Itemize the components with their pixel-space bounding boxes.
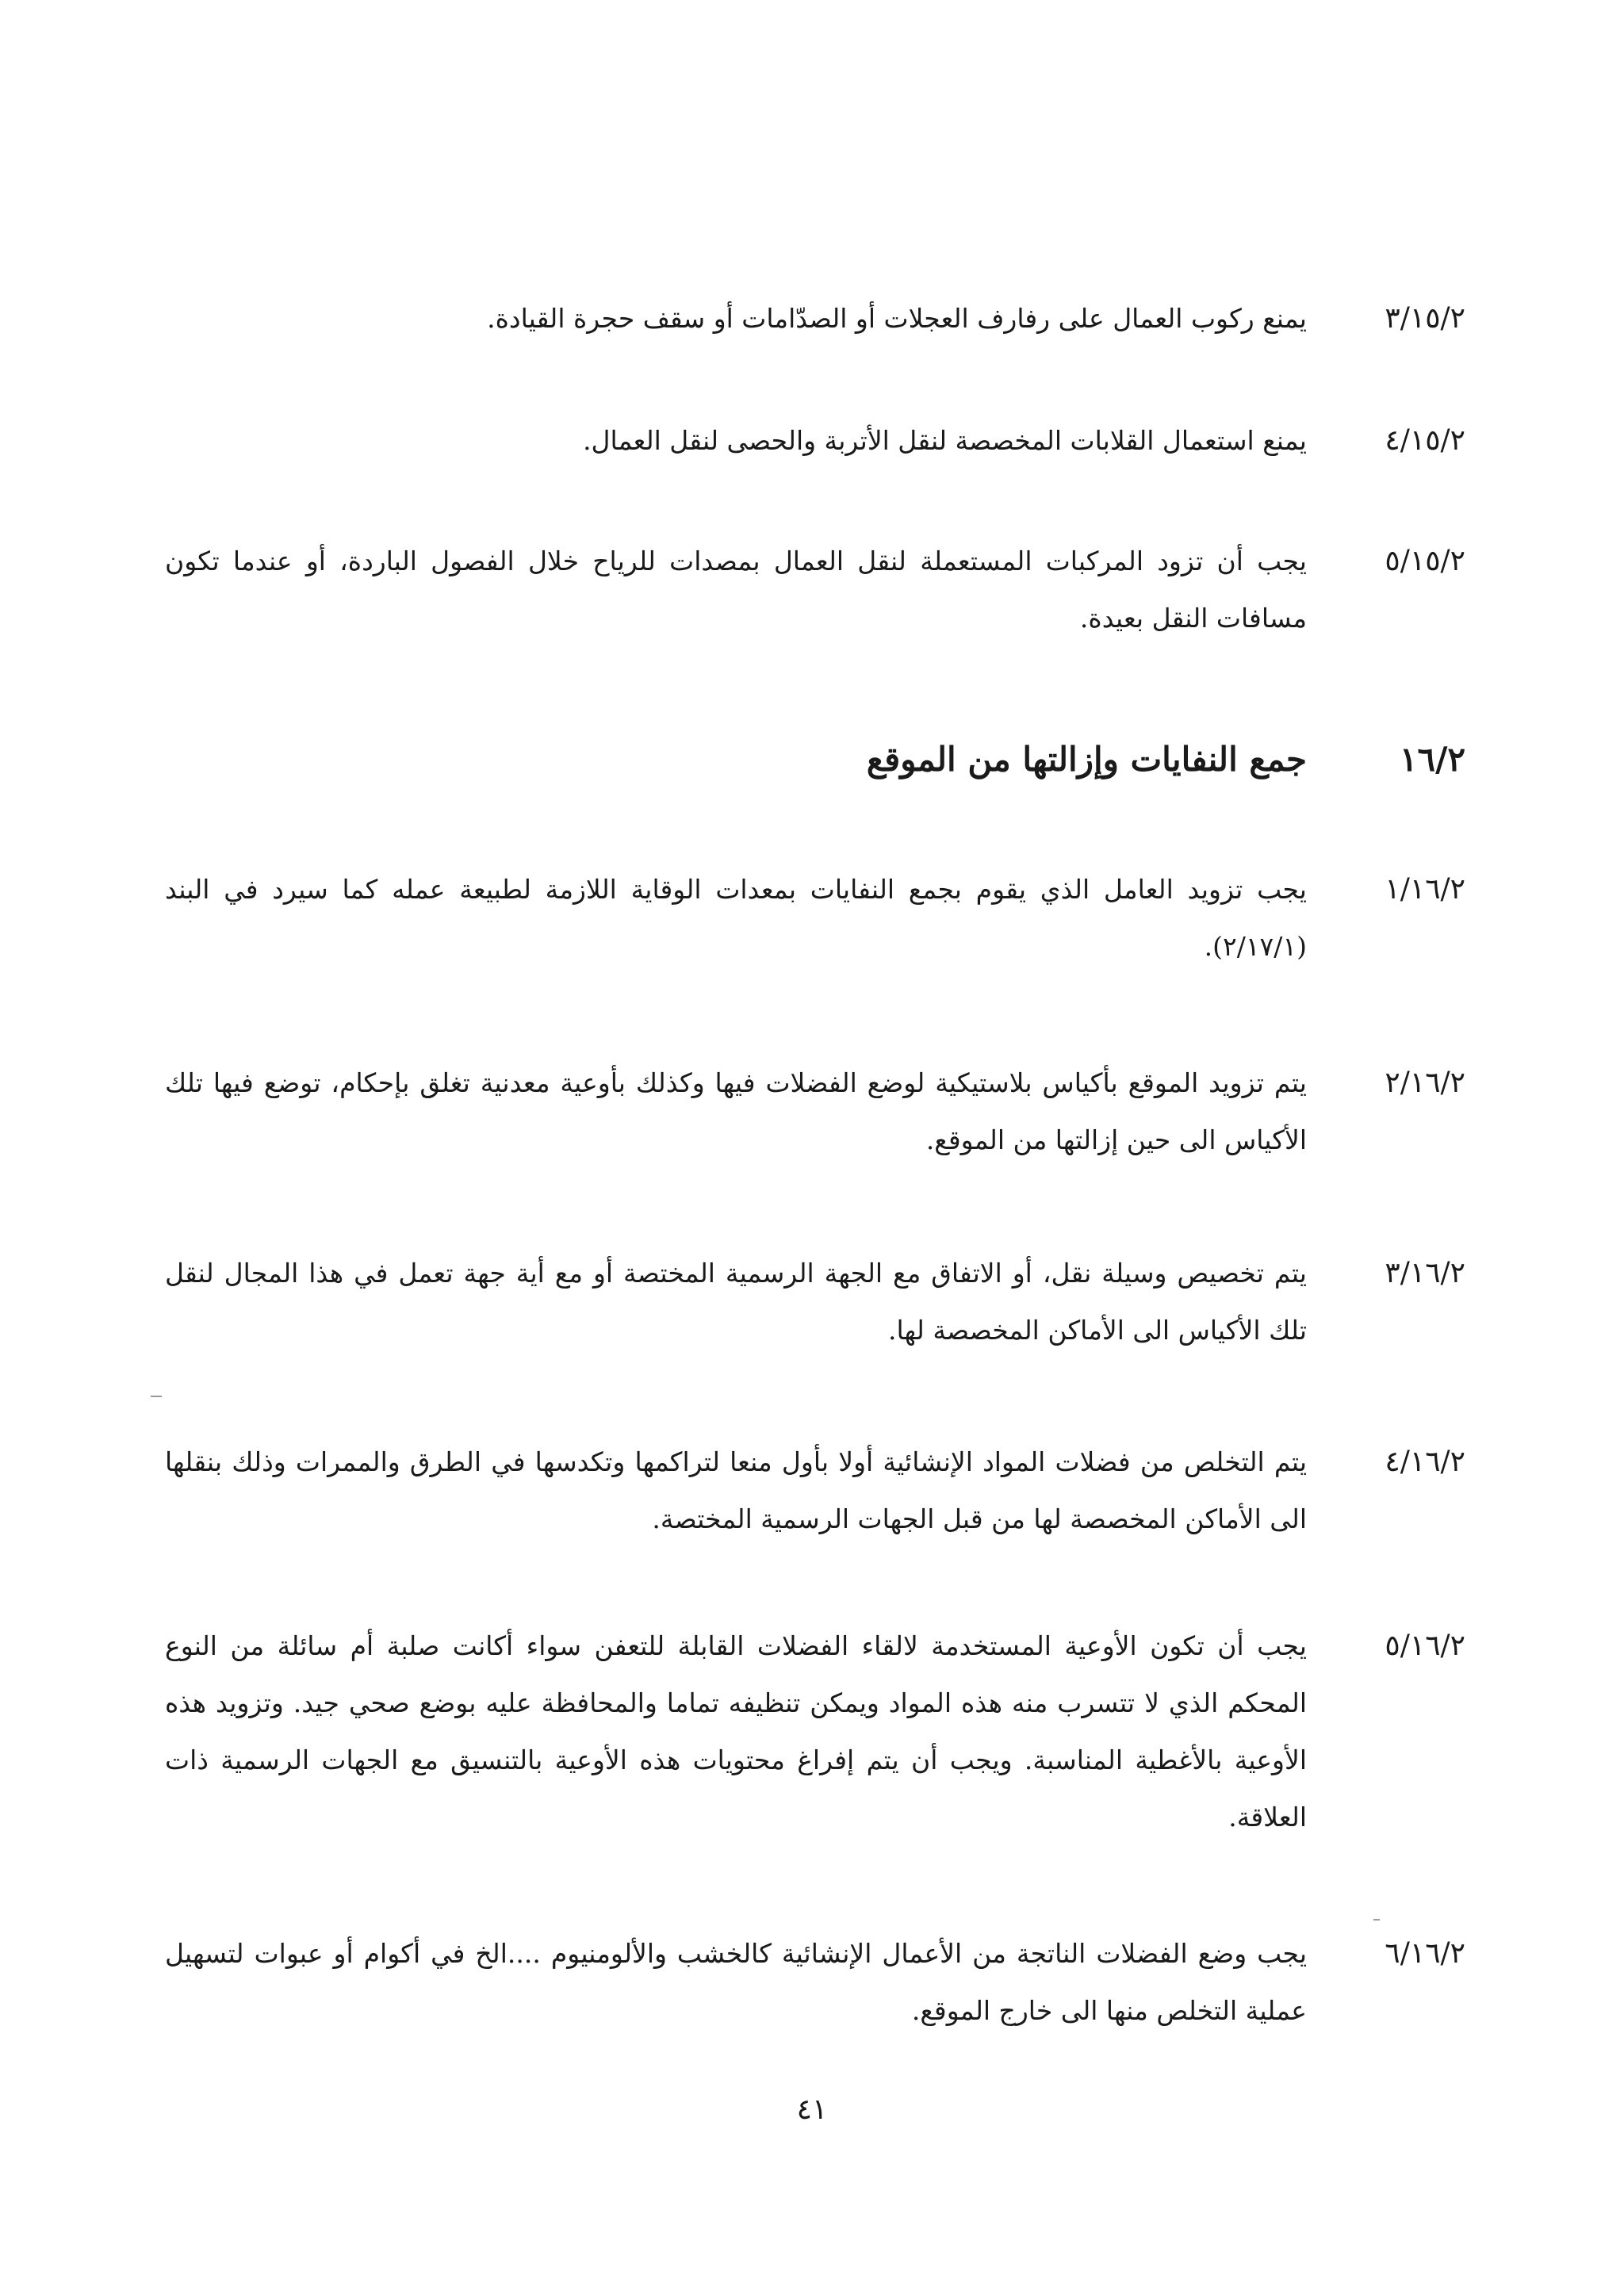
clause-text: يمنع استعمال القلابات المخصصة لنقل الأتربة والحصى لنقل العمال. (583, 425, 1307, 456)
clause-text: يجب أن تكون الأوعية المستخدمة لالقاء الفضلات القابلة للتعفن سواء أكانت صلبة أم سائلة من النوع المحكم الذي لا تتسرب منه هذه المواد ويمكن تنظيفه تماما والمحافظة عليه بوضع صحي جيد. وتزويد هذه الأوعية بالأغطية المناسبة. ويجب أن يتم إفراغ محتويات هذه الأوعية بالتنسيق مع الجهات الرسمية ذات العلاقة. (165, 1630, 1307, 1833)
clause-number: ٤/١٥/٢ (1385, 424, 1465, 457)
clause-number: ٣/١٦/٢ (1385, 1257, 1465, 1289)
page-number: ٤١ (796, 2093, 828, 2126)
clause-number: ١/١٦/٢ (1385, 873, 1465, 906)
scan-mark (151, 1396, 162, 1397)
clause-text: يمنع ركوب العمال على رفارف العجلات أو الصدّامات أو سقف حجرة القيادة. (487, 303, 1307, 334)
clause-number: ٥/١٥/٢ (1385, 545, 1465, 577)
clause-number: ٤/١٦/٢ (1385, 1446, 1465, 1478)
clause-number: ٢/١٦/٢ (1385, 1067, 1465, 1099)
scan-mark (1373, 1919, 1380, 1921)
clause-text: يتم تخصيص وسيلة نقل، أو الاتفاق مع الجهة الرسمية المختصة أو مع أية جهة تعمل في هذا المجال لنقل تلك الأكياس الى الأماكن المخصصة لها. (165, 1258, 1307, 1346)
clause-number: ٦/١٦/٢ (1385, 1937, 1465, 1970)
section-number: ١٦/٢ (1399, 740, 1465, 779)
clause-text: يجب وضع الفضلات الناتجة من الأعمال الإنشائية كالخشب والألومنيوم ....الخ في أكوام أو عبوات لتسهيل عملية التخلص منها الى خارج الموقع. (165, 1938, 1307, 2026)
clause-number: ٥/١٦/٢ (1385, 1630, 1465, 1662)
clause-text: يجب تزويد العامل الذي يقوم بجمع النفايات بمعدات الوقاية اللازمة لطبيعة عمله كما سيرد في البند (٢/١٧/١). (165, 874, 1307, 962)
clause-number: ٣/١٥/٢ (1385, 302, 1465, 335)
section-title: جمع النفايات وإزالتها من الموقع (866, 740, 1307, 779)
clause-text: يتم التخلص من فضلات المواد الإنشائية أولا بأول منعا لتراكمها وتكدسها في الطرق والممرات وذلك بنقلها الى الأماكن المخصصة لها من قبل الجهات الرسمية المختصة. (165, 1446, 1307, 1534)
clause-text: يجب أن تزود المركبات المستعملة لنقل العمال بمصدات للرياح خلال الفصول الباردة، أو عندما تكون مسافات النقل بعيدة. (165, 546, 1307, 634)
clause-text: يتم تزويد الموقع بأكياس بلاستيكية لوضع الفضلات فيها وكذلك بأوعية معدنية تغلق بإحكام، توضع فيها تلك الأكياس الى حين إزالتها من الموقع. (165, 1067, 1307, 1155)
